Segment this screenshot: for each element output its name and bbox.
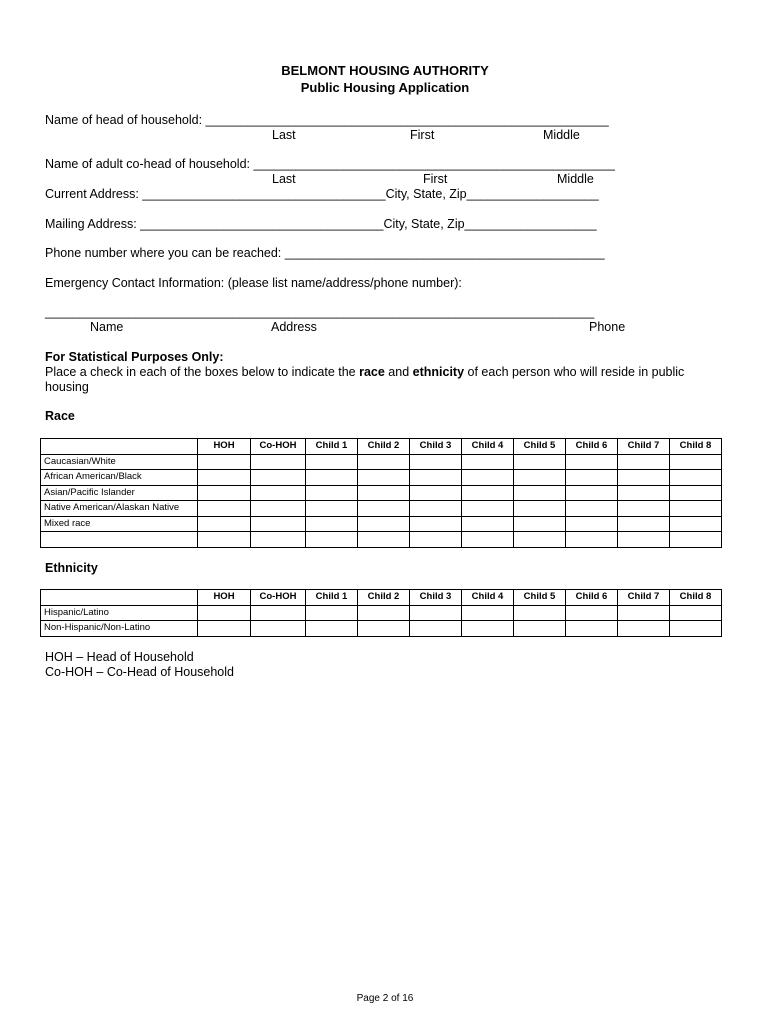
race-heading: Race	[45, 409, 75, 423]
head-last-label: Last	[272, 128, 296, 142]
emergency-phone-label: Phone	[589, 320, 626, 334]
checkbox-cell[interactable]	[618, 470, 670, 486]
checkbox-cell[interactable]	[618, 485, 670, 501]
checkbox-cell[interactable]	[410, 621, 462, 637]
checkbox-cell[interactable]	[670, 532, 722, 548]
race-table-body	[41, 454, 722, 547]
checkbox-cell[interactable]	[410, 454, 462, 470]
checkbox-cell[interactable]	[251, 516, 306, 532]
column-header: Child 6	[566, 439, 618, 455]
statistical-instructions: Place a check in each of the boxes below to indicate the race and ethnicity of each person who will reside in public	[45, 365, 685, 379]
column-header: HOH	[198, 590, 251, 606]
head-middle-label: Middle	[543, 128, 580, 142]
checkbox-cell[interactable]	[566, 605, 618, 621]
mailing-address-field[interactable]: Mailing Address: ___________________________________City, State, Zip___________________	[45, 217, 597, 231]
checkbox-cell[interactable]	[198, 454, 251, 470]
checkbox-cell[interactable]	[566, 532, 618, 548]
legend-hoh: HOH – Head of Household	[45, 650, 194, 664]
column-header: Child 7	[618, 590, 670, 606]
column-header: Child 5	[514, 439, 566, 455]
table-row	[41, 454, 722, 470]
table-row	[41, 485, 722, 501]
phone-number-field[interactable]: Phone number where you can be reached: ______________________________________________	[45, 246, 605, 260]
checkbox-cell[interactable]	[358, 501, 410, 517]
emergency-name-label: Name	[90, 320, 124, 334]
page-number: Page 2 of 16	[356, 993, 414, 1004]
column-header: Child 8	[670, 590, 722, 606]
checkbox-cell[interactable]	[618, 621, 670, 637]
checkbox-cell[interactable]	[198, 501, 251, 517]
row-label: Caucasian/White	[41, 454, 198, 470]
checkbox-cell[interactable]	[251, 605, 306, 621]
cohead-middle-label: Middle	[557, 172, 594, 186]
cohead-name-field[interactable]: Name of adult co-head of household: ____________________________________________________	[45, 157, 615, 171]
checkbox-cell[interactable]	[462, 454, 514, 470]
checkbox-cell[interactable]	[358, 621, 410, 637]
checkbox-cell[interactable]	[514, 485, 566, 501]
checkbox-cell[interactable]	[410, 532, 462, 548]
checkbox-cell[interactable]	[566, 485, 618, 501]
current-address-field[interactable]: Current Address: ___________________________________City, State, Zip___________________	[45, 187, 599, 201]
checkbox-cell[interactable]	[462, 516, 514, 532]
checkbox-cell[interactable]	[251, 454, 306, 470]
checkbox-cell[interactable]	[514, 605, 566, 621]
column-header: Co-HOH	[251, 439, 306, 455]
checkbox-cell[interactable]	[462, 470, 514, 486]
checkbox-cell[interactable]	[566, 621, 618, 637]
checkbox-cell[interactable]	[410, 516, 462, 532]
checkbox-cell[interactable]	[198, 621, 251, 637]
column-header: Child 2	[358, 590, 410, 606]
checkbox-cell[interactable]	[670, 516, 722, 532]
statistical-heading: For Statistical Purposes Only:	[45, 350, 224, 364]
checkbox-cell[interactable]	[358, 532, 410, 548]
checkbox-cell[interactable]	[410, 501, 462, 517]
checkbox-cell[interactable]	[566, 470, 618, 486]
checkbox-cell[interactable]	[670, 501, 722, 517]
checkbox-cell[interactable]	[670, 454, 722, 470]
emergency-contact-label: Emergency Contact Information: (please list name/address/phone number):	[45, 276, 462, 290]
checkbox-cell[interactable]	[462, 485, 514, 501]
checkbox-cell[interactable]	[566, 454, 618, 470]
checkbox-cell[interactable]	[618, 516, 670, 532]
column-header: Child 3	[410, 590, 462, 606]
table-row	[41, 605, 722, 621]
checkbox-cell[interactable]	[306, 605, 358, 621]
checkbox-cell[interactable]	[514, 516, 566, 532]
column-header: Child 1	[306, 439, 358, 455]
checkbox-cell[interactable]	[251, 621, 306, 637]
column-header: Child 1	[306, 590, 358, 606]
corner-cell	[41, 439, 198, 455]
checkbox-cell[interactable]	[410, 605, 462, 621]
column-header: HOH	[198, 439, 251, 455]
row-label: Mixed race	[41, 516, 198, 532]
table-row	[41, 501, 722, 517]
checkbox-cell[interactable]	[670, 485, 722, 501]
checkbox-cell[interactable]	[618, 532, 670, 548]
checkbox-cell[interactable]	[198, 516, 251, 532]
head-first-label: First	[410, 128, 435, 142]
checkbox-cell[interactable]	[358, 470, 410, 486]
checkbox-cell[interactable]	[358, 516, 410, 532]
checkbox-cell[interactable]	[306, 470, 358, 486]
column-header: Child 3	[410, 439, 462, 455]
checkbox-cell[interactable]	[358, 485, 410, 501]
checkbox-cell[interactable]	[358, 605, 410, 621]
race-table	[40, 438, 722, 548]
checkbox-cell[interactable]	[251, 470, 306, 486]
cohead-first-label: First	[423, 172, 448, 186]
corner-cell	[41, 590, 198, 606]
race-table-header	[41, 439, 722, 455]
ethnicity-table-header	[41, 590, 722, 606]
checkbox-cell[interactable]	[462, 501, 514, 517]
row-label: Asian/Pacific Islander	[41, 485, 198, 501]
checkbox-cell[interactable]	[251, 532, 306, 548]
checkbox-cell[interactable]	[251, 501, 306, 517]
row-label: Hispanic/Latino	[41, 605, 198, 621]
checkbox-cell[interactable]	[198, 605, 251, 621]
checkbox-cell[interactable]	[410, 485, 462, 501]
row-label: Native American/Alaskan Native	[41, 501, 198, 517]
checkbox-cell[interactable]	[306, 532, 358, 548]
column-header: Child 7	[618, 439, 670, 455]
checkbox-cell[interactable]	[514, 532, 566, 548]
checkbox-cell[interactable]	[618, 605, 670, 621]
legend-cohoh: Co-HOH – Co-Head of Household	[45, 665, 234, 679]
table-row	[41, 621, 722, 637]
column-header: Child 6	[566, 590, 618, 606]
checkbox-cell[interactable]	[198, 470, 251, 486]
ethnicity-table-body	[41, 605, 722, 636]
checkbox-cell[interactable]	[514, 454, 566, 470]
ethnicity-heading: Ethnicity	[45, 561, 98, 575]
document-subtitle: Public Housing Application	[300, 80, 470, 95]
ethnicity-table	[40, 589, 722, 637]
checkbox-cell[interactable]	[462, 532, 514, 548]
table-row	[41, 516, 722, 532]
column-header: Child 4	[462, 590, 514, 606]
document-title: BELMONT HOUSING AUTHORITY	[281, 63, 489, 78]
checkbox-cell[interactable]	[670, 621, 722, 637]
checkbox-cell[interactable]	[306, 454, 358, 470]
head-of-household-name-field[interactable]: Name of head of household: __________________________________________________________	[45, 113, 609, 127]
checkbox-cell[interactable]	[618, 501, 670, 517]
checkbox-cell[interactable]	[670, 605, 722, 621]
checkbox-cell[interactable]	[198, 532, 251, 548]
checkbox-cell[interactable]	[514, 621, 566, 637]
column-header: Child 8	[670, 439, 722, 455]
checkbox-cell[interactable]	[306, 621, 358, 637]
checkbox-cell[interactable]	[306, 516, 358, 532]
row-label	[41, 532, 198, 548]
checkbox-cell[interactable]	[306, 485, 358, 501]
checkbox-cell[interactable]	[358, 454, 410, 470]
emergency-address-label: Address	[271, 320, 317, 334]
checkbox-cell[interactable]	[251, 485, 306, 501]
column-header: Child 5	[514, 590, 566, 606]
table-row	[41, 532, 722, 548]
column-header: Child 4	[462, 439, 514, 455]
checkbox-cell[interactable]	[514, 470, 566, 486]
checkbox-cell[interactable]	[566, 501, 618, 517]
column-header: Child 2	[358, 439, 410, 455]
checkbox-cell[interactable]	[462, 621, 514, 637]
checkbox-cell[interactable]	[462, 605, 514, 621]
checkbox-cell[interactable]	[410, 470, 462, 486]
column-header: Co-HOH	[251, 590, 306, 606]
statistical-instructions-cont: housing	[45, 380, 89, 394]
header-row	[41, 590, 722, 606]
checkbox-cell[interactable]	[198, 485, 251, 501]
checkbox-cell[interactable]	[514, 501, 566, 517]
checkbox-cell[interactable]	[566, 516, 618, 532]
checkbox-cell[interactable]	[670, 470, 722, 486]
cohead-last-label: Last	[272, 172, 296, 186]
table-row	[41, 470, 722, 486]
checkbox-cell[interactable]	[306, 501, 358, 517]
header-row	[41, 439, 722, 455]
row-label: African American/Black	[41, 470, 198, 486]
row-label: Non-Hispanic/Non-Latino	[41, 621, 198, 637]
emergency-contact-field[interactable]: _______________________________________________________________________________	[45, 305, 595, 319]
checkbox-cell[interactable]	[618, 454, 670, 470]
